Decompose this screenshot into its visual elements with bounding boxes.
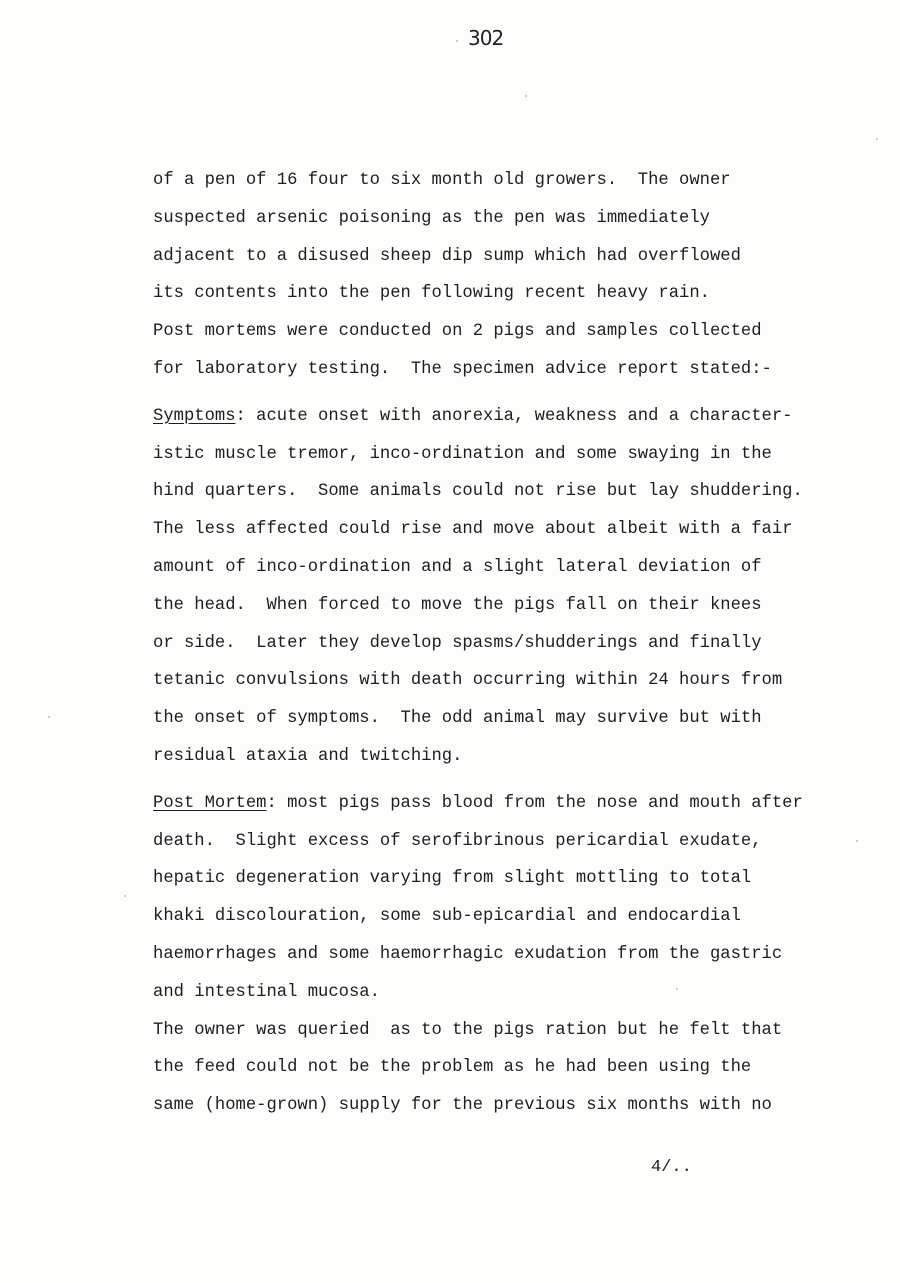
text-line: hepatic degeneration varying from slight mottling to total	[153, 869, 752, 889]
text-line: or side. Later they develop spasms/shudderings and finally	[153, 633, 762, 653]
text-line: hind quarters. Some animals could not rise but lay shuddering.	[153, 482, 803, 502]
text-line: istic muscle tremor, inco-ordination and some swaying in the	[153, 444, 772, 464]
text-line: The less affected could rise and move about albeit with a fair	[153, 520, 793, 540]
text-line: adjacent to a disused sheep dip sump which had overflowed	[153, 246, 741, 266]
text-line: The owner was queried as to the pigs ration but he felt that	[153, 1020, 783, 1040]
continuation-marker: 4/..	[651, 1158, 692, 1177]
text-line: khaki discolouration, some sub-epicardial and endocardial	[153, 907, 741, 927]
text-line: and intestinal mucosa.	[153, 982, 380, 1002]
scan-speck	[525, 95, 527, 97]
scan-speck	[876, 138, 878, 140]
text-line: tetanic convulsions with death occurring within 24 hours from	[153, 671, 783, 691]
text-line: the feed could not be the problem as he had been using the	[153, 1058, 752, 1078]
scan-speck	[48, 716, 50, 718]
document-body	[153, 162, 883, 1125]
text-line: haemorrhages and some haemorrhagic exudation from the gastric	[153, 944, 783, 964]
scan-speck	[456, 40, 458, 42]
text-line: death. Slight excess of serofibrinous pericardial exudate,	[153, 831, 762, 851]
symptoms-first-line: : acute onset with anorexia, weakness and a character-	[235, 406, 793, 426]
scan-speck	[676, 988, 678, 990]
text-line: Post mortems were conducted on 2 pigs and samples collected	[153, 322, 762, 342]
text-line	[153, 398, 883, 436]
text-line: for laboratory testing. The specimen advice report stated:-	[153, 359, 772, 379]
text-line: the onset of symptoms. The odd animal may survive but with	[153, 709, 762, 729]
text-line: same (home-grown) supply for the previous six months with no	[153, 1096, 772, 1116]
page-number: 302	[468, 26, 504, 50]
text-line: amount of inco-ordination and a slight lateral deviation of	[153, 557, 762, 577]
text-line	[153, 785, 883, 823]
post-mortem-heading: Post Mortem	[153, 793, 267, 813]
paragraph-gap	[153, 776, 883, 785]
scan-speck	[124, 895, 126, 897]
post-mortem-first-line: : most pigs pass blood from the nose and mouth after	[266, 793, 803, 813]
paragraph-gap	[153, 389, 883, 398]
text-line: of a pen of 16 four to six month old growers. The owner	[153, 171, 731, 190]
post-mortem-paragraph	[153, 785, 883, 1012]
intro-paragraph	[153, 162, 883, 389]
text-line: its contents into the pen following recent heavy rain.	[153, 284, 710, 304]
owner-paragraph	[153, 1012, 883, 1125]
text-line: the head. When forced to move the pigs fall on their knees	[153, 595, 762, 615]
symptoms-paragraph	[153, 398, 883, 776]
text-line: suspected arsenic poisoning as the pen was immediately	[153, 208, 710, 228]
text-line: residual ataxia and twitching.	[153, 746, 463, 766]
symptoms-heading: Symptoms	[153, 406, 236, 426]
scan-speck	[856, 840, 858, 842]
